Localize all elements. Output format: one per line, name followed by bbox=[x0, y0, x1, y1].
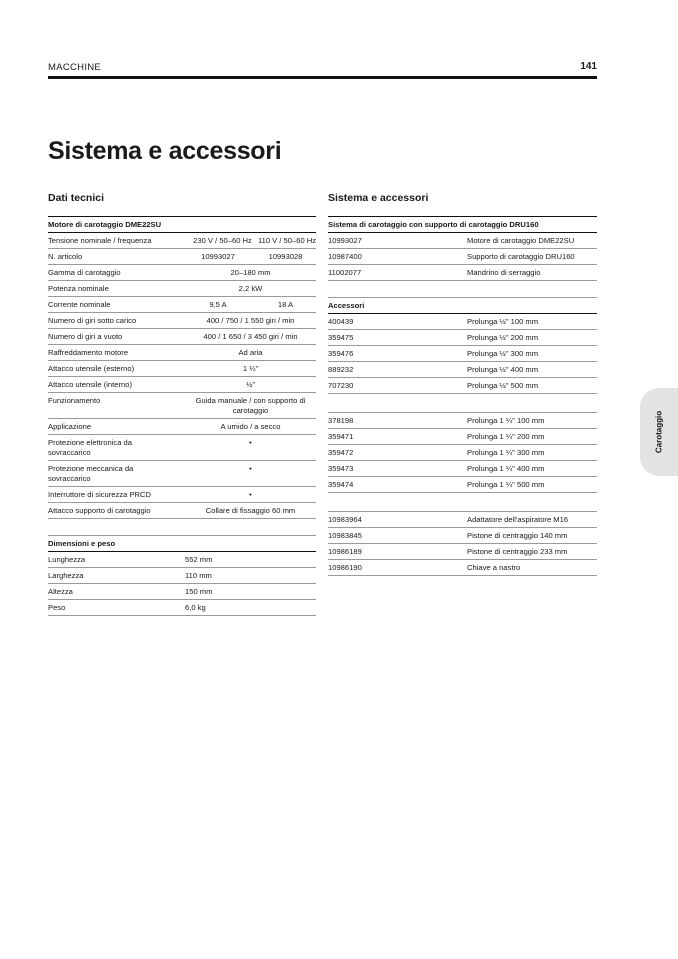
article-code: 359474 bbox=[328, 480, 354, 489]
spec-value-a: 10993027 bbox=[201, 252, 235, 261]
spec-label: Interruttore di sicurezza PRCD bbox=[48, 490, 151, 499]
article-desc: Pistone di centraggio 233 mm bbox=[467, 547, 568, 556]
spec-label: Protezione elettronica da sovraccarico bbox=[48, 438, 133, 457]
spec-label: N. articolo bbox=[48, 252, 83, 261]
spec-row bbox=[48, 503, 316, 519]
article-code: 400439 bbox=[328, 317, 354, 326]
spec-label: Attacco utensile (interno) bbox=[48, 380, 132, 389]
system-row bbox=[328, 265, 597, 281]
accessory-row bbox=[328, 378, 597, 394]
spec-value: 1 ¼" bbox=[242, 364, 259, 373]
dim-row bbox=[48, 552, 316, 568]
accessories-header: Accessori bbox=[328, 298, 597, 314]
article-desc: Prolunga ½" 500 mm bbox=[467, 381, 539, 390]
spec-row bbox=[48, 329, 316, 345]
spec-row bbox=[48, 419, 316, 435]
dim-row bbox=[48, 568, 316, 584]
spec-label: Applicazione bbox=[48, 422, 92, 431]
system-title: Sistema e accessori bbox=[328, 192, 429, 204]
article-code: 359476 bbox=[328, 349, 354, 358]
spec-value: A umido / a secco bbox=[220, 422, 281, 431]
article-desc: Prolunga ½" 100 mm bbox=[467, 317, 539, 326]
article-code: 10993027 bbox=[328, 236, 362, 245]
spec-value-230v: 230 V / 50–60 Hz bbox=[193, 236, 252, 245]
dim-value: 110 mm bbox=[185, 571, 212, 580]
article-desc: Prolunga 1 ¼" 500 mm bbox=[467, 480, 545, 489]
spec-row bbox=[48, 393, 316, 419]
article-code: 359473 bbox=[328, 464, 354, 473]
spec-value: Collare di fissaggio 60 mm bbox=[205, 506, 296, 515]
dim-row bbox=[48, 584, 316, 600]
section-gap bbox=[328, 493, 597, 512]
system-row bbox=[328, 249, 597, 265]
article-code: 359475 bbox=[328, 333, 354, 342]
spec-label: Funzionamento bbox=[48, 396, 101, 405]
spec-row bbox=[48, 233, 316, 249]
tech-table-header: Motore di carotaggio DME22SU bbox=[48, 216, 316, 233]
page-title: Sistema e accessori bbox=[48, 137, 282, 165]
accessory-row bbox=[328, 560, 597, 576]
dim-value: 552 mm bbox=[185, 555, 213, 564]
article-code: 359472 bbox=[328, 448, 354, 457]
spec-row bbox=[48, 377, 316, 393]
tech-data-title: Dati tecnici bbox=[48, 192, 105, 204]
section-gap bbox=[328, 281, 597, 298]
spec-row bbox=[48, 313, 316, 329]
article-desc: Prolunga 1 ¼" 200 mm bbox=[467, 432, 545, 441]
system-column bbox=[328, 192, 597, 576]
spec-value: ½" bbox=[245, 380, 256, 389]
spec-row bbox=[48, 345, 316, 361]
article-desc: Pistone di centraggio 140 mm bbox=[467, 531, 568, 540]
spec-row bbox=[48, 297, 316, 313]
article-code: 10983964 bbox=[328, 515, 362, 524]
spec-value-b: 18 A bbox=[277, 300, 294, 309]
header-rule bbox=[48, 76, 597, 79]
article-code: 707230 bbox=[328, 381, 354, 390]
section-gap bbox=[48, 519, 316, 536]
accessory-row bbox=[328, 445, 597, 461]
spec-value-a: 9,5 A bbox=[209, 300, 227, 309]
dim-label: Altezza bbox=[48, 587, 73, 596]
dim-value: 6,0 kg bbox=[185, 603, 206, 612]
spec-value: • bbox=[249, 464, 252, 473]
dim-value: 150 mm bbox=[185, 587, 213, 596]
spec-row bbox=[48, 461, 316, 487]
spec-value: 2,2 kW bbox=[238, 284, 263, 293]
accessory-row bbox=[328, 346, 597, 362]
article-desc: Adattatore dell'aspiratore M16 bbox=[467, 515, 569, 524]
spec-value-110v: 110 V / 50–60 Hz bbox=[257, 236, 317, 245]
spec-value: • bbox=[249, 438, 252, 447]
spec-label: Numero di giri sotto carico bbox=[48, 316, 137, 325]
accessory-row bbox=[328, 528, 597, 544]
article-desc: Chiave a nastro bbox=[467, 563, 521, 572]
spec-value: Ad aria bbox=[238, 348, 263, 357]
spec-value: 20–180 mm bbox=[230, 268, 271, 277]
spec-row bbox=[48, 435, 316, 461]
dim-label: Peso bbox=[48, 603, 66, 612]
accessory-row bbox=[328, 330, 597, 346]
article-desc: Motore di carotaggio DME22SU bbox=[467, 236, 575, 245]
article-code: 378198 bbox=[328, 416, 354, 425]
page-number: 141 bbox=[580, 61, 597, 72]
article-code: 889232 bbox=[328, 365, 354, 374]
article-code: 10986189 bbox=[328, 547, 362, 556]
article-code: 10983845 bbox=[328, 531, 362, 540]
accessory-row bbox=[328, 544, 597, 560]
article-desc: Prolunga 1 ¼" 100 mm bbox=[467, 416, 545, 425]
spec-row bbox=[48, 487, 316, 503]
spec-label: Gamma di carotaggio bbox=[48, 268, 121, 277]
accessory-row bbox=[328, 413, 597, 429]
article-desc: Supporto di carotaggio DRU160 bbox=[467, 252, 575, 261]
article-desc: Prolunga ½" 400 mm bbox=[467, 365, 539, 374]
article-desc: Prolunga 1 ¼" 400 mm bbox=[467, 464, 545, 473]
spec-label: Corrente nominale bbox=[48, 300, 111, 309]
spec-label: Raffreddamento motore bbox=[48, 348, 129, 357]
dim-label: Lunghezza bbox=[48, 555, 86, 564]
article-desc: Prolunga ½" 300 mm bbox=[467, 349, 539, 358]
accessory-row bbox=[328, 314, 597, 330]
spec-label: Numero di giri a vuoto bbox=[48, 332, 123, 341]
system-row bbox=[328, 233, 597, 249]
article-desc: Prolunga ½" 200 mm bbox=[467, 333, 539, 342]
chapter-side-tab-label: Carotaggio bbox=[654, 410, 664, 454]
tech-data-column bbox=[48, 192, 316, 616]
section-label: MACCHINE bbox=[48, 62, 102, 73]
accessory-row bbox=[328, 429, 597, 445]
article-desc: Prolunga 1 ¼" 300 mm bbox=[467, 448, 545, 457]
article-code: 11002077 bbox=[328, 268, 362, 277]
spec-label: Tensione nominale / frequenza bbox=[48, 236, 152, 245]
article-code: 359471 bbox=[328, 432, 354, 441]
spec-value: • bbox=[249, 490, 252, 499]
chapter-side-tab bbox=[640, 388, 678, 476]
spec-value: Guida manuale / con supporto di carotaggio bbox=[195, 396, 306, 415]
spec-row bbox=[48, 265, 316, 281]
accessory-row bbox=[328, 512, 597, 528]
article-code: 10987400 bbox=[328, 252, 362, 261]
spec-label: Attacco supporto di carotaggio bbox=[48, 506, 151, 515]
dimensions-header: Dimensioni e peso bbox=[48, 536, 316, 552]
spec-row bbox=[48, 361, 316, 377]
article-desc: Mandrino di serraggio bbox=[467, 268, 541, 277]
accessory-row bbox=[328, 362, 597, 378]
system-table-header: Sistema di carotaggio con supporto di carotaggio DRU160 bbox=[328, 216, 597, 233]
spec-value-b: 10993028 bbox=[268, 252, 303, 261]
spec-value: 400 / 750 / 1 550 giri / min bbox=[206, 316, 295, 325]
dim-label: Larghezza bbox=[48, 571, 84, 580]
spec-label: Protezione meccanica da sovraccarico bbox=[48, 464, 134, 483]
spec-value: 400 / 1 650 / 3 450 giri / min bbox=[203, 332, 298, 341]
accessory-row bbox=[328, 461, 597, 477]
spec-row bbox=[48, 281, 316, 297]
spec-row bbox=[48, 249, 316, 265]
spec-label: Attacco utensile (esterno) bbox=[48, 364, 135, 373]
section-gap bbox=[328, 394, 597, 413]
spec-label: Potenza nominale bbox=[48, 284, 109, 293]
accessory-row bbox=[328, 477, 597, 493]
dim-row bbox=[48, 600, 316, 616]
article-code: 10986190 bbox=[328, 563, 362, 572]
